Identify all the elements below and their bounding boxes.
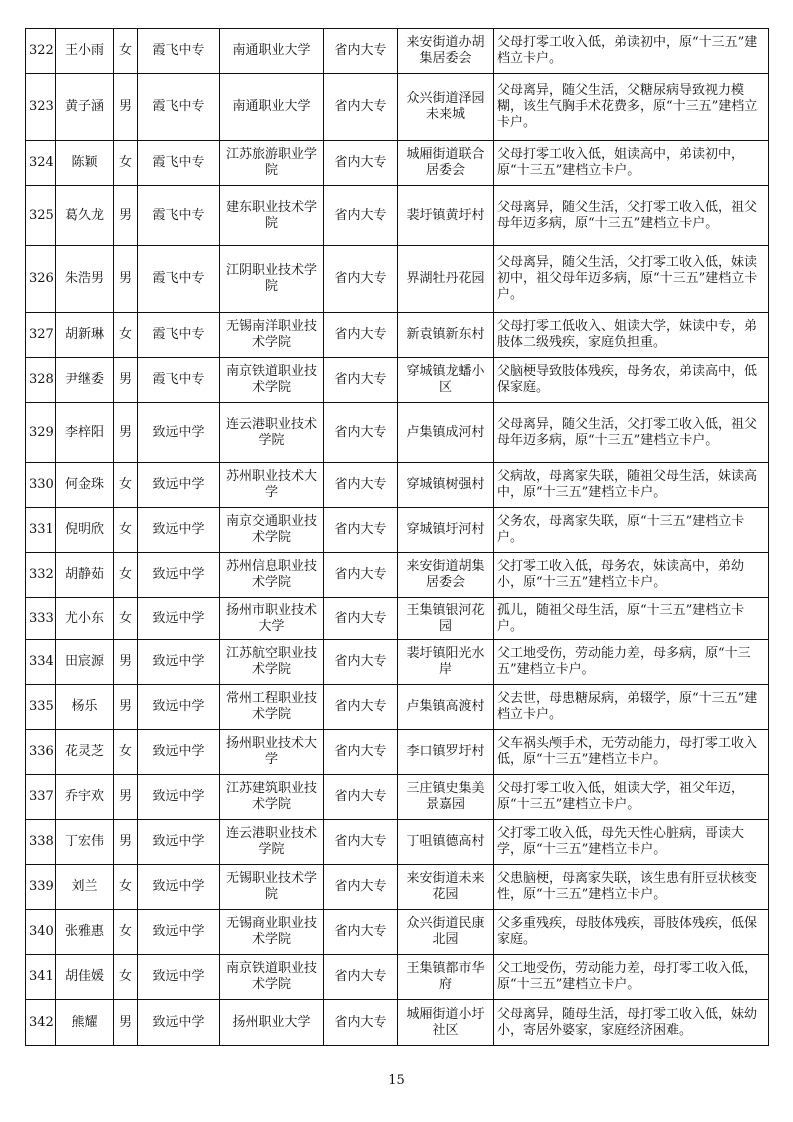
- college-type-cell: 省内大专: [324, 186, 398, 246]
- gender-cell: 女: [114, 553, 138, 598]
- college-name-cell: 南京交通职业技术学院: [220, 508, 324, 553]
- gender-cell: 男: [114, 403, 138, 463]
- college-name-cell: 江阴职业技术学院: [220, 246, 324, 313]
- high-school-cell: 霞飞中专: [138, 74, 220, 141]
- college-name-cell: 扬州市职业技术大学: [220, 598, 324, 640]
- hardship-description-cell: 父母离异，随母生活，母打零工收入低，妹幼小，寄居外婆家，家庭经济困难。: [494, 1000, 769, 1046]
- college-name-cell: 南京铁道职业技术学院: [220, 955, 324, 1000]
- student-name-cell: 黄子涵: [56, 74, 114, 141]
- college-name-cell: 南京铁道职业技术学院: [220, 358, 324, 403]
- college-name-cell: 南通职业大学: [220, 29, 324, 74]
- college-name-cell: 建东职业技术学院: [220, 186, 324, 246]
- college-type-cell: 省内大专: [324, 358, 398, 403]
- student-name-cell: 朱浩男: [56, 246, 114, 313]
- home-address-cell: 众兴街道泽园未来城: [398, 74, 494, 141]
- gender-cell: 女: [114, 730, 138, 775]
- student-name-cell: 乔宇欢: [56, 775, 114, 820]
- college-type-cell: 省内大专: [324, 141, 398, 186]
- hardship-description-cell: 父母离异，随父生活，父打零工收入低，祖父母年迈多病，原“十三五”建档立卡户。: [494, 186, 769, 246]
- home-address-cell: 丁咀镇德高村: [398, 820, 494, 865]
- gender-cell: 男: [114, 1000, 138, 1046]
- gender-cell: 男: [114, 74, 138, 141]
- college-type-cell: 省内大专: [324, 463, 398, 508]
- college-name-cell: 南通职业大学: [220, 74, 324, 141]
- table-row: [26, 1000, 769, 1046]
- home-address-cell: 裴圩镇阳光水岸: [398, 640, 494, 685]
- hardship-description-cell: 父母打零工低收入、姐读大学，妹读中专，弟肢体二级残疾，家庭负担重。: [494, 313, 769, 358]
- table-row: [26, 186, 769, 246]
- high-school-cell: 致远中学: [138, 820, 220, 865]
- home-address-cell: 界湖牡丹花园: [398, 246, 494, 313]
- row-number-cell: 340: [26, 910, 56, 955]
- row-number-cell: 331: [26, 508, 56, 553]
- student-name-cell: 胡静茹: [56, 553, 114, 598]
- college-name-cell: 常州工程职业技术学院: [220, 685, 324, 730]
- high-school-cell: 霞飞中专: [138, 141, 220, 186]
- college-name-cell: 江苏航空职业技术学院: [220, 640, 324, 685]
- student-name-cell: 何金珠: [56, 463, 114, 508]
- college-name-cell: 连云港职业技术学院: [220, 820, 324, 865]
- high-school-cell: 致远中学: [138, 598, 220, 640]
- hardship-description-cell: 父病故，母离家失联，随祖父母生活，妹读高中，原“十三五”建档立卡户。: [494, 463, 769, 508]
- college-type-cell: 省内大专: [324, 865, 398, 910]
- gender-cell: 女: [114, 508, 138, 553]
- high-school-cell: 霞飞中专: [138, 313, 220, 358]
- college-name-cell: 连云港职业技术学院: [220, 403, 324, 463]
- student-name-cell: 胡新琳: [56, 313, 114, 358]
- table-row: [26, 463, 769, 508]
- hardship-description-cell: 父务农，母离家失联，原“十三五”建档立卡户。: [494, 508, 769, 553]
- home-address-cell: 穿城镇龙蟠小区: [398, 358, 494, 403]
- table-row: [26, 685, 769, 730]
- high-school-cell: 致远中学: [138, 955, 220, 1000]
- home-address-cell: 城厢街道小圩社区: [398, 1000, 494, 1046]
- home-address-cell: 李口镇罗圩村: [398, 730, 494, 775]
- row-number-cell: 328: [26, 358, 56, 403]
- college-type-cell: 省内大专: [324, 313, 398, 358]
- table-row: [26, 29, 769, 74]
- gender-cell: 女: [114, 141, 138, 186]
- gender-cell: 男: [114, 775, 138, 820]
- hardship-description-cell: 父打零工收入低，母务农，妹读高中，弟幼小，原“十三五”建档立卡户。: [494, 553, 769, 598]
- college-type-cell: 省内大专: [324, 598, 398, 640]
- row-number-cell: 327: [26, 313, 56, 358]
- home-address-cell: 众兴街道民康北园: [398, 910, 494, 955]
- gender-cell: 男: [114, 358, 138, 403]
- student-name-cell: 陈颖: [56, 141, 114, 186]
- student-name-cell: 尹继委: [56, 358, 114, 403]
- college-type-cell: 省内大专: [324, 508, 398, 553]
- high-school-cell: 致远中学: [138, 508, 220, 553]
- gender-cell: 女: [114, 865, 138, 910]
- college-name-cell: 扬州职业大学: [220, 1000, 324, 1046]
- high-school-cell: 致远中学: [138, 640, 220, 685]
- row-number-cell: 334: [26, 640, 56, 685]
- row-number-cell: 326: [26, 246, 56, 313]
- college-name-cell: 无锡南洋职业技术学院: [220, 313, 324, 358]
- row-number-cell: 339: [26, 865, 56, 910]
- home-address-cell: 卢集镇高渡村: [398, 685, 494, 730]
- home-address-cell: 城厢街道联合居委会: [398, 141, 494, 186]
- home-address-cell: 三庄镇史集美景嘉园: [398, 775, 494, 820]
- high-school-cell: 致远中学: [138, 553, 220, 598]
- high-school-cell: 霞飞中专: [138, 29, 220, 74]
- college-name-cell: 无锡职业技术学院: [220, 865, 324, 910]
- hardship-description-cell: 父母打零工收入低，姐读大学，祖父年迈，原“十三五”建档立卡户。: [494, 775, 769, 820]
- home-address-cell: 王集镇银河花园: [398, 598, 494, 640]
- high-school-cell: 致远中学: [138, 730, 220, 775]
- student-name-cell: 熊耀: [56, 1000, 114, 1046]
- row-number-cell: 338: [26, 820, 56, 865]
- hardship-description-cell: 父车祸头颅手术，无劳动能力，母打零工收入低，原“十三五”建档立卡户。: [494, 730, 769, 775]
- college-name-cell: 江苏建筑职业技术学院: [220, 775, 324, 820]
- row-number-cell: 335: [26, 685, 56, 730]
- student-aid-table: [25, 28, 769, 1046]
- college-type-cell: 省内大专: [324, 246, 398, 313]
- student-name-cell: 葛久龙: [56, 186, 114, 246]
- gender-cell: 女: [114, 463, 138, 508]
- table-row: [26, 820, 769, 865]
- student-name-cell: 刘兰: [56, 865, 114, 910]
- home-address-cell: 穿城镇圩河村: [398, 508, 494, 553]
- college-type-cell: 省内大专: [324, 553, 398, 598]
- student-name-cell: 丁宏伟: [56, 820, 114, 865]
- gender-cell: 女: [114, 910, 138, 955]
- gender-cell: 女: [114, 598, 138, 640]
- student-name-cell: 倪明欣: [56, 508, 114, 553]
- hardship-description-cell: 父工地受伤，劳动能力差，母多病，原“十三五”建档立卡户。: [494, 640, 769, 685]
- table-row: [26, 313, 769, 358]
- table-row: [26, 74, 769, 141]
- hardship-description-cell: 父母打零工收入低，弟读初中，原“十三五”建档立卡户。: [494, 29, 769, 74]
- hardship-description-cell: 父母打零工收入低，姐读高中，弟读初中，原“十三五”建档立卡户。: [494, 141, 769, 186]
- college-type-cell: 省内大专: [324, 775, 398, 820]
- high-school-cell: 致远中学: [138, 910, 220, 955]
- row-number-cell: 336: [26, 730, 56, 775]
- college-type-cell: 省内大专: [324, 74, 398, 141]
- gender-cell: 男: [114, 820, 138, 865]
- row-number-cell: 333: [26, 598, 56, 640]
- college-type-cell: 省内大专: [324, 640, 398, 685]
- student-name-cell: 花灵芝: [56, 730, 114, 775]
- row-number-cell: 341: [26, 955, 56, 1000]
- college-name-cell: 无锡商业职业技术学院: [220, 910, 324, 955]
- college-type-cell: 省内大专: [324, 29, 398, 74]
- home-address-cell: 卢集镇成河村: [398, 403, 494, 463]
- table-row: [26, 508, 769, 553]
- row-number-cell: 329: [26, 403, 56, 463]
- student-name-cell: 王小雨: [56, 29, 114, 74]
- row-number-cell: 337: [26, 775, 56, 820]
- hardship-description-cell: 父脑梗导致肢体残疾，母务农，弟读高中，低保家庭。: [494, 358, 769, 403]
- hardship-description-cell: 父打零工收入低，母先天性心脏病，哥读大学，原“十三五”建档立卡户。: [494, 820, 769, 865]
- high-school-cell: 致远中学: [138, 685, 220, 730]
- home-address-cell: 王集镇都市华府: [398, 955, 494, 1000]
- hardship-description-cell: 父工地受伤，劳动能力差，母打零工收入低，原“十三五”建档立卡户。: [494, 955, 769, 1000]
- high-school-cell: 致远中学: [138, 1000, 220, 1046]
- student-name-cell: 胡佳媛: [56, 955, 114, 1000]
- table-row: [26, 955, 769, 1000]
- hardship-description-cell: 父母离异，随父生活，父打零工收入低，妹读初中，祖父母年迈多病，原“十三五”建档立卡户。: [494, 246, 769, 313]
- hardship-description-cell: 父去世，母患糖尿病，弟辍学，原“十三五”建档立卡户。: [494, 685, 769, 730]
- home-address-cell: 来安街道未来花园: [398, 865, 494, 910]
- college-type-cell: 省内大专: [324, 685, 398, 730]
- college-type-cell: 省内大专: [324, 955, 398, 1000]
- gender-cell: 男: [114, 246, 138, 313]
- college-type-cell: 省内大专: [324, 1000, 398, 1046]
- home-address-cell: 来安街道办胡集居委会: [398, 29, 494, 74]
- college-type-cell: 省内大专: [324, 820, 398, 865]
- college-name-cell: 苏州信息职业技术学院: [220, 553, 324, 598]
- table-row: [26, 865, 769, 910]
- table-row: [26, 640, 769, 685]
- table-row: [26, 730, 769, 775]
- college-name-cell: 扬州职业技术大学: [220, 730, 324, 775]
- table-row: [26, 358, 769, 403]
- row-number-cell: 324: [26, 141, 56, 186]
- hardship-description-cell: 父母离异，随父生活，父糖尿病导致视力模糊，该生气胸手术花费多，原“十三五”建档立卡户。: [494, 74, 769, 141]
- row-number-cell: 330: [26, 463, 56, 508]
- table-body: [26, 29, 769, 1046]
- student-name-cell: 尤小东: [56, 598, 114, 640]
- gender-cell: 男: [114, 685, 138, 730]
- student-name-cell: 张雅惠: [56, 910, 114, 955]
- table-row: [26, 403, 769, 463]
- home-address-cell: 新袁镇新东村: [398, 313, 494, 358]
- hardship-description-cell: 父多重残疾，母肢体残疾，哥肢体残疾，低保家庭。: [494, 910, 769, 955]
- hardship-description-cell: 父患脑梗，母离家失联，该生患有肝豆状核变性，原“十三五”建档立卡户。: [494, 865, 769, 910]
- college-name-cell: 江苏旅游职业学院: [220, 141, 324, 186]
- row-number-cell: 332: [26, 553, 56, 598]
- gender-cell: 女: [114, 29, 138, 74]
- table-row: [26, 910, 769, 955]
- home-address-cell: 穿城镇树强村: [398, 463, 494, 508]
- row-number-cell: 322: [26, 29, 56, 74]
- row-number-cell: 323: [26, 74, 56, 141]
- high-school-cell: 霞飞中专: [138, 246, 220, 313]
- table-row: [26, 775, 769, 820]
- high-school-cell: 致远中学: [138, 463, 220, 508]
- row-number-cell: 342: [26, 1000, 56, 1046]
- college-type-cell: 省内大专: [324, 403, 398, 463]
- gender-cell: 女: [114, 313, 138, 358]
- hardship-description-cell: 孤儿，随祖父母生活，原“十三五”建档立卡户。: [494, 598, 769, 640]
- college-type-cell: 省内大专: [324, 730, 398, 775]
- gender-cell: 男: [114, 186, 138, 246]
- row-number-cell: 325: [26, 186, 56, 246]
- page-number: 15: [388, 1073, 405, 1088]
- table-row: [26, 553, 769, 598]
- student-name-cell: 杨乐: [56, 685, 114, 730]
- home-address-cell: 来安街道胡集居委会: [398, 553, 494, 598]
- table-row: [26, 246, 769, 313]
- high-school-cell: 霞飞中专: [138, 186, 220, 246]
- student-name-cell: 田宸源: [56, 640, 114, 685]
- high-school-cell: 霞飞中专: [138, 358, 220, 403]
- high-school-cell: 致远中学: [138, 775, 220, 820]
- high-school-cell: 致远中学: [138, 865, 220, 910]
- home-address-cell: 裴圩镇黄圩村: [398, 186, 494, 246]
- college-type-cell: 省内大专: [324, 910, 398, 955]
- gender-cell: 女: [114, 955, 138, 1000]
- student-name-cell: 李梓阳: [56, 403, 114, 463]
- table-row: [26, 141, 769, 186]
- table-row: [26, 598, 769, 640]
- gender-cell: 男: [114, 640, 138, 685]
- high-school-cell: 致远中学: [138, 403, 220, 463]
- hardship-description-cell: 父母离异，随父生活，父打零工收入低，祖父母年迈多病，原“十三五”建档立卡户。: [494, 403, 769, 463]
- college-name-cell: 苏州职业技术大学: [220, 463, 324, 508]
